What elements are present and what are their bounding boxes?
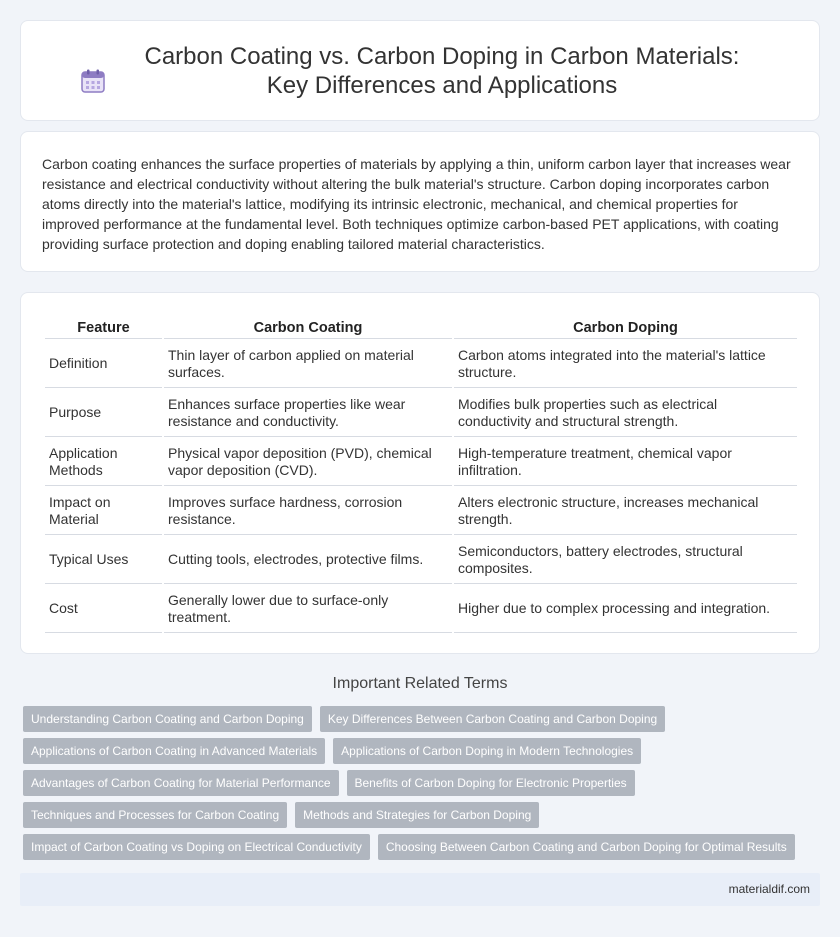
row-coating: Improves surface hardness, corrosion resistance. [164,488,452,535]
related-term-link[interactable]: Techniques and Processes for Carbon Coating [23,802,287,828]
related-term-link[interactable]: Advantages of Carbon Coating for Material Performance [23,770,339,796]
row-doping: Alters electronic structure, increases mechanical strength. [454,488,797,535]
table-row [45,488,797,535]
row-feature: Definition [45,341,162,388]
tag-row [23,770,823,796]
row-coating: Thin layer of carbon applied on material surfaces. [164,341,452,388]
related-term-link[interactable]: Key Differences Between Carbon Coating and Carbon Doping [320,706,665,732]
row-coating: Cutting tools, electrodes, protective films. [164,537,452,584]
related-term-link[interactable]: Applications of Carbon Doping in Modern Technologies [333,738,641,764]
row-doping: Higher due to complex processing and integration. [454,586,797,633]
row-coating: Enhances surface properties like wear resistance and conductivity. [164,390,452,437]
table-row [45,537,797,584]
related-term-link[interactable]: Choosing Between Carbon Coating and Carbon Doping for Optimal Results [378,834,795,860]
table-row [45,390,797,437]
row-feature: Cost [45,586,162,633]
related-term-link[interactable]: Benefits of Carbon Doping for Electronic Properties [347,770,635,796]
comparison-card [20,292,820,654]
related-term-link[interactable]: Impact of Carbon Coating vs Doping on Electrical Conductivity [23,834,370,860]
row-feature: Purpose [45,390,162,437]
calendar-icon [80,68,106,94]
row-doping: Carbon atoms integrated into the material's lattice structure. [454,341,797,388]
tag-row [23,834,823,860]
tag-row [23,738,823,764]
related-terms-list [23,706,823,866]
row-coating: Physical vapor deposition (PVD), chemical vapor deposition (CVD). [164,439,452,486]
table-header-row [45,317,797,339]
row-doping: High-temperature treatment, chemical vapor infiltration. [454,439,797,486]
row-feature: Impact on Material [45,488,162,535]
row-feature: Application Methods [45,439,162,486]
row-feature: Typical Uses [45,537,162,584]
row-coating: Generally lower due to surface-only treatment. [164,586,452,633]
title-card [20,20,820,121]
tag-row [23,706,823,732]
table-row [45,341,797,388]
related-term-link[interactable]: Understanding Carbon Coating and Carbon Doping [23,706,312,732]
footer-site-link[interactable]: materialdif.com [728,882,810,896]
footer [20,873,820,906]
row-doping: Modifies bulk properties such as electrical conductivity and structural strength. [454,390,797,437]
header-feature: Feature [45,317,162,339]
page-title: Carbon Coating vs. Carbon Doping in Carbon Materials: Key Differences and Applications [144,42,740,99]
comparison-table [43,315,799,635]
title-wrap [80,42,760,100]
tag-row [23,802,823,828]
header-carbon-coating: Carbon Coating [164,317,452,339]
related-term-link[interactable]: Applications of Carbon Coating in Advanced Materials [23,738,325,764]
intro-card [20,131,820,272]
related-term-link[interactable]: Methods and Strategies for Carbon Doping [295,802,539,828]
intro-paragraph: Carbon coating enhances the surface properties of materials by applying a thin, uniform carbon layer that increases wear resistance and electrical conductivity without altering the bulk material's structure. Carbon doping incorporates carbon atoms directly into the material's lattice, modifying its intrinsic electronic, mechanical, and chemical properties for improved performance at the fundamental level. Both techniques optimize carbon-based PET applications, with coating providing surface protection and doping enabling tailored material characteristics. [42,156,791,252]
related-terms-title: Important Related Terms [332,675,508,692]
table-row [45,439,797,486]
table-row [45,586,797,633]
row-doping: Semiconductors, battery electrodes, structural composites. [454,537,797,584]
header-carbon-doping: Carbon Doping [454,317,797,339]
